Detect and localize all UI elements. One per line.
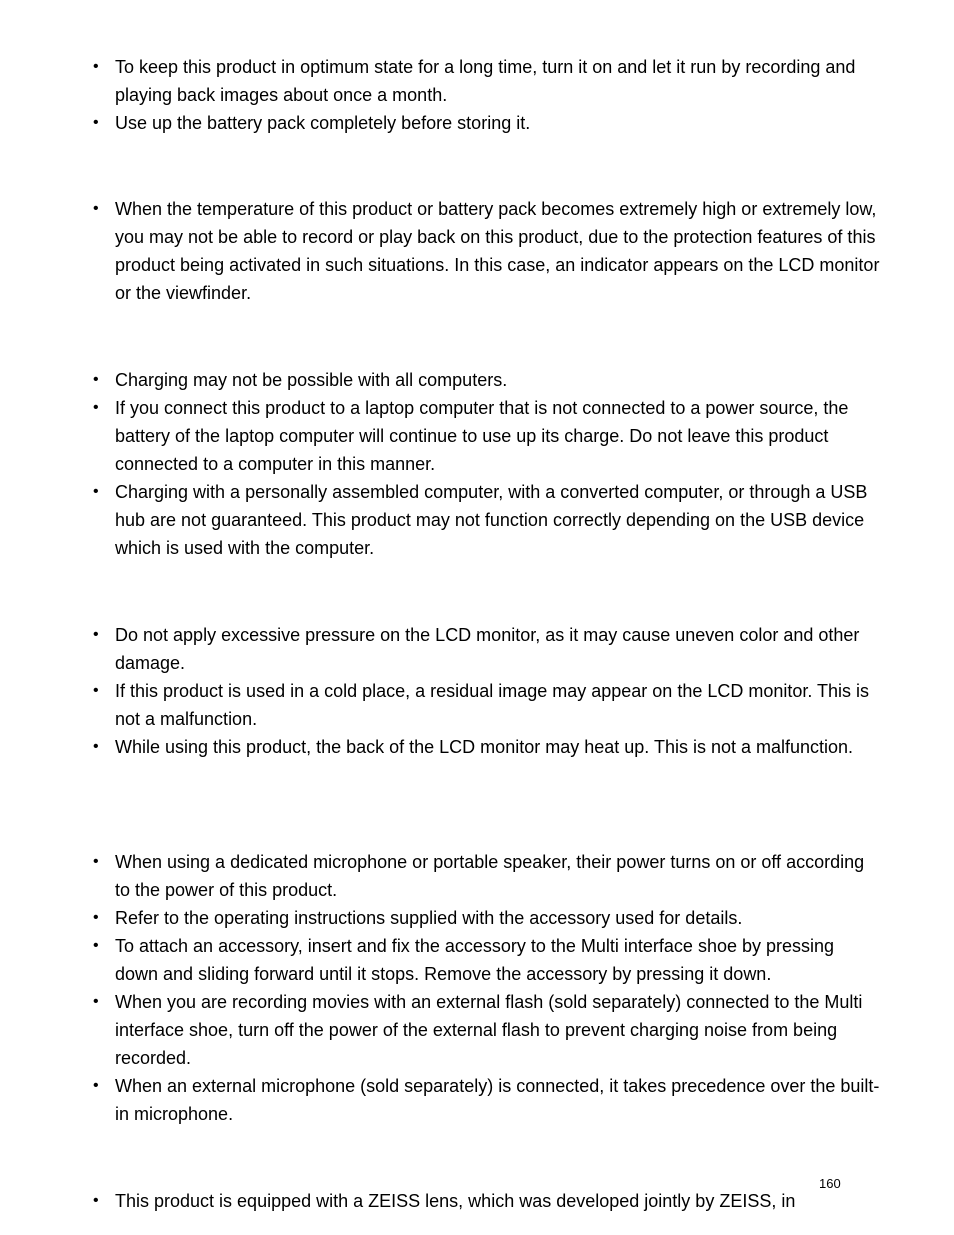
bullet-icon: • [93, 371, 99, 388]
list-item [0, 366, 880, 394]
page-number: 160 [819, 1176, 841, 1191]
list-item [0, 1072, 880, 1128]
bullet-icon: • [93, 993, 99, 1010]
list-item-text: Charging with a personally assembled computer, with a converted computer, or through a USB hub are not guaranteed. This product may not function correctly depending on the USB device which is used with the computer. [115, 482, 868, 558]
storage-bullet-list [0, 53, 954, 137]
list-item-text: When an external microphone (sold separately) is connected, it takes precedence over the built-in microphone. [115, 1076, 880, 1124]
list-item [0, 53, 880, 109]
list-item-text: Do not apply excessive pressure on the LCD monitor, as it may cause uneven color and other damage. [115, 625, 860, 673]
list-item-text: Use up the battery pack completely before storing it. [115, 113, 531, 133]
lcd-monitor-bullet-list [0, 621, 954, 761]
list-item [0, 932, 880, 988]
list-item [0, 109, 880, 137]
list-item-text: To attach an accessory, insert and fix the accessory to the Multi interface shoe by pressing down and sliding forward until it stops. Remove the accessory by pressing it down. [115, 936, 835, 984]
list-item [0, 1187, 880, 1215]
list-item [0, 621, 880, 677]
bullet-icon: • [93, 853, 99, 870]
list-item [0, 478, 880, 562]
bullet-icon: • [93, 909, 99, 926]
bullet-icon: • [93, 1192, 99, 1209]
bullet-icon: • [93, 114, 99, 131]
accessory-bullet-list [0, 848, 954, 1128]
bullet-icon: • [93, 200, 99, 217]
list-item [0, 848, 880, 904]
list-item-text: Charging may not be possible with all computers. [115, 370, 508, 390]
list-item-text: This product is equipped with a ZEISS lens, which was developed jointly by ZEISS, in [115, 1191, 796, 1211]
list-item [0, 904, 880, 932]
bullet-icon: • [93, 937, 99, 954]
list-item-text: When you are recording movies with an external flash (sold separately) connected to the Multi interface shoe, turn off the power of the external flash to prevent charging noise from being recorded. [115, 992, 863, 1068]
list-item-text: When using a dedicated microphone or portable speaker, their power turns on or off according to the power of this product. [115, 852, 865, 900]
list-item-text: If you connect this product to a laptop computer that is not connected to a power source, the battery of the laptop computer will continue to use up its charge. Do not leave this product connected to a computer in this manner. [115, 398, 849, 474]
temperature-bullet-list [0, 195, 954, 307]
list-item [0, 677, 880, 733]
bullet-icon: • [93, 738, 99, 755]
list-item-text: If this product is used in a cold place, a residual image may appear on the LCD monitor. This is not a malfunction. [115, 681, 870, 729]
list-item [0, 988, 880, 1072]
list-item [0, 733, 880, 761]
list-item [0, 195, 880, 307]
list-item-text: Refer to the operating instructions supplied with the accessory used for details. [115, 908, 743, 928]
list-item-text: When the temperature of this product or battery pack becomes extremely high or extremely low, you may not be able to record or play back on this product, due to the protection features of this product being activated in such situations. In this case, an indicator appears on the LCD monitor or the viewfinder. [115, 199, 880, 303]
bullet-icon: • [93, 483, 99, 500]
bullet-icon: • [93, 682, 99, 699]
list-item-text: To keep this product in optimum state for a long time, turn it on and let it run by recording and playing back images about once a month. [115, 57, 856, 105]
bullet-icon: • [93, 58, 99, 75]
list-item [0, 394, 880, 478]
charging-bullet-list [0, 366, 954, 562]
list-item-text: While using this product, the back of the LCD monitor may heat up. This is not a malfunction. [115, 737, 854, 757]
bullet-icon: • [93, 626, 99, 643]
bullet-icon: • [93, 1077, 99, 1094]
bullet-icon: • [93, 399, 99, 416]
lens-bullet-list [0, 1187, 954, 1215]
